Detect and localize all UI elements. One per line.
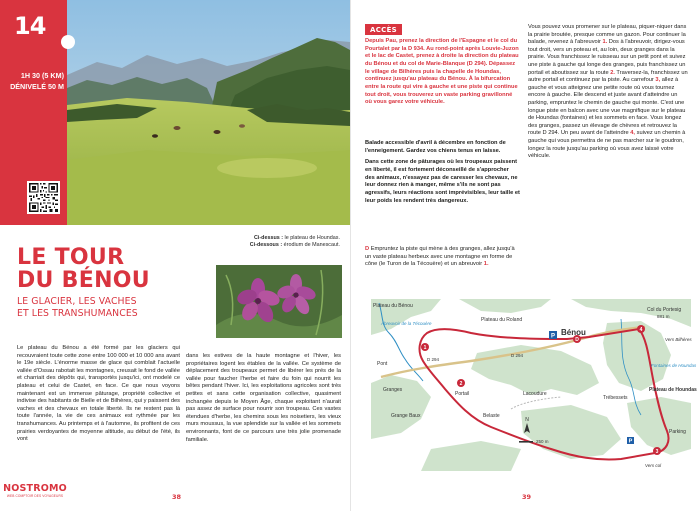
itinerary-part-e: suivez un chemin à gauche qui vous permettra de ne pas marcher sur le goudron, longez la route jusqu'au parking où vous avez laissé votre véhicule.	[528, 130, 686, 160]
marker-1: 1.	[602, 39, 608, 46]
mountain-photo	[67, 0, 350, 225]
route-number: 14	[14, 12, 46, 40]
number-notch	[61, 35, 75, 49]
info-block	[365, 140, 520, 205]
waypoint-3	[653, 447, 661, 455]
waypoint-1	[421, 343, 429, 351]
waypoint-1-label: 1	[423, 345, 427, 351]
itinerary-part-d: allez à gauche et vous atteignez une petite route où vous tournez encore à gauche. Elle descend et juste avant d'atteindre un parking, empruntez le chemin de gauche qui monte. C'est une longue piste en balcon avec une vue magnifique sur le plateau de Houndas (fontaines) et les sommets en face. Vous longez des granges, passez un élevage de chèvres et retrouvez la route D 294. Un peu avant de l'atteindre	[528, 77, 686, 137]
waypoint-3-label: 3	[655, 449, 659, 455]
label-lacoudure: Lacoudure	[523, 391, 547, 397]
caption-line-1-bold: Ci-dessus :	[253, 235, 284, 241]
label-d294-b: D 294	[511, 353, 524, 358]
start-marker-label: D	[575, 337, 579, 343]
step-start-end-marker: 1.	[483, 261, 489, 268]
page-subtitle	[17, 296, 138, 320]
marker-2: 2.	[610, 69, 615, 76]
duration-distance: 1H 30 (5 KM)	[20, 71, 64, 80]
label-col-alt: 881 m	[657, 314, 670, 319]
parking-icon-south	[627, 437, 634, 445]
label-granges: Granges	[383, 387, 403, 393]
elevation-label: DÉNIVELÉ	[10, 82, 47, 91]
label-fontaines: Fontaines de Houndas	[651, 363, 697, 368]
label-col: Col du Portesig	[647, 307, 682, 313]
label-d294: D 294	[427, 357, 440, 362]
subtitle-line-1: LE GLACIER, LES VACHES	[17, 296, 137, 307]
label-plateau-houndas: Plateau de Houndas	[649, 387, 697, 393]
marker-3: 3,	[655, 77, 661, 84]
caption-line-1	[250, 235, 340, 242]
label-plateau-benou: Plateau du Bénou	[373, 303, 413, 309]
scale-label: 250 m	[536, 439, 549, 444]
waypoint-4	[637, 325, 645, 333]
itinerary-column	[528, 24, 691, 161]
elevation	[0, 81, 64, 92]
title-line-1: LE TOUR	[17, 245, 125, 270]
route-map	[371, 299, 697, 471]
step-start-text: Empruntez la piste qui mène à des granges, allez jusqu'à un vaste plateau herbeux avec une montagne en forme de cône (le Turon de la Técouère) et un abreuvoir	[365, 246, 515, 268]
caption-line-1-text: le plateau de Houndas.	[283, 235, 340, 241]
waypoint-4-label: 4	[639, 327, 643, 333]
page-number-left: 38	[172, 493, 182, 501]
label-plateau-roland: Plateau du Roland	[481, 317, 523, 323]
caption-line-2-text: érodium de Manescaut.	[282, 242, 340, 248]
label-belaste: Belaste	[483, 413, 500, 419]
step-start-marker: D	[365, 246, 370, 252]
parking-icon-south-label: P	[628, 438, 633, 445]
body-text-column-1: Le plateau du Bénou a été formé par les glaciers qui recouvraient toute cette zone entre 100 000 et 10 000 ans avant le 19e siècle. L'énorme masse de glace qui comblait l'actuelle vallée d'Ossau rabotait les montagnes, creusait le fond de vallée et charriait des dépôts qui, transportés jusqu'ici, ont modelé ce plateau et celui de Castet, en face. Ce que nous voyons maintenant est un immense pâturage, propriété collective et indivise des habitants de Bielle et de Bilhères, qui y paissent des vaches et des chevaux en totale liberté. Ils ne restent pas là toute l'année, la vie de ces animaux est rythmée par les transhumances. Au printemps et à l'automne, ils profitent de ces prairies verdoyantes de moyenne altitude, au début de l'été, ils vont	[17, 345, 180, 443]
label-vers-col: Vers col	[645, 463, 662, 468]
brand-tagline: WEB COMPTOIR DES VOYAGEURS	[6, 494, 64, 498]
page-title	[17, 246, 150, 292]
itinerary-part-a: Vous pouvez vous promener sur le plateau, piquer-niquer dans la prairie broutée, presque comme un gazon. Pour continuer la balade, revenez à l'abreuvoir	[528, 24, 687, 46]
subtitle-line-2: ET LES TRANSHUMANCES	[17, 308, 138, 319]
access-directions: Depuis Pau, prenez la direction de l'Espagne et le col du Pourtalet par la D 934. Au rond-point après Louvie-Juzon et le lac de Castet, prenez à droite la direction du plateau du Bénou et du col de Marie-Blanque (D 294). Dépassez le village de Bilhères puis la chapelle de Houndas, continuez jusqu'au plateau du Bénou. À la bifurcation entre la route qui vire à gauche et une piste qui continue tout droit, vous trouverez un vaste parking gravillonné où vous garez votre véhicule.	[365, 38, 519, 106]
label-vers-bilheres: Vers Bilhères	[665, 337, 692, 342]
title-line-2: DU BÉNOU	[17, 268, 150, 293]
access-heading: ACCÈS	[365, 24, 402, 35]
season-info: Balade accessible d'avril à décembre en fonction de l'enneigement. Gardez vos chiens tenus en laisse.	[365, 140, 506, 154]
itinerary-part-c: Traversez-la, franchissez un autre portail et continuez par la piste. Au carrefour	[528, 69, 688, 84]
parking-icon-label: P	[550, 333, 556, 340]
itinerary-part-b: Dos à l'abreuvoir, dirigez-vous tout droit, vers un poteau et, au loin, deux granges dans la prairie. Vous franchissez le ruisseau sur un petit pont et suivez une piste à gauche qui longe des granges, puis franchissez un portail et aboutissez sur la route	[528, 39, 686, 76]
label-grange-baux: Grange Baux	[391, 413, 421, 419]
north-label: N	[525, 417, 529, 423]
label-trebessets: Trébessets	[603, 395, 628, 401]
caption-line-2	[250, 242, 340, 249]
publisher-logo	[2, 484, 68, 499]
label-benou: Bénou	[561, 328, 586, 337]
label-pont: Pont	[377, 361, 388, 367]
right-page	[350, 0, 700, 511]
page-number-right: 39	[522, 493, 532, 501]
flower-photo	[216, 265, 342, 338]
label-abreuvoir: Abreuvoir de la Técouère	[381, 321, 432, 326]
route-stats	[0, 70, 67, 92]
parking-icon	[549, 331, 557, 340]
photo-caption	[250, 235, 340, 249]
animal-warning: Dans cette zone de pâturages où les troupeaux paissent en liberté, il est fortement déconseillé de s'approcher des animaux, n'essayez pas de caresser les chevaux, ne leur donnez rien à manger, même s'ils ne sont pas agressifs, leurs réactions sont imprévisibles, leur taille et leur poids les rendent très dangereux.	[365, 159, 520, 204]
body-text-column-2: dans les estives de la haute montagne et l'hiver, les propriétaires logent les étables de la vallée. Ce système de déplacement des troupeaux permet de libérer les prés de la vallée pour faucher l'herbe et faire du foin qui nourrit les bêtes pendant l'hiver. Ici, les exploitations agricoles sont très petites et sans cette organisation collective, quasiment inchangée depuis le Moyen Âge, chaque exploitant n'aurait pas assez de surface pour nourrir son troupeau. Ces vastes étendues d'herbe, les chemins sous les noisetiers, les vieux murs moussus, la vue splendide sur la vallée et les sommets environnants, font de ce parcours une très jolie promenade familiale.	[186, 353, 341, 443]
marker-4: 4,	[630, 130, 636, 137]
caption-line-2-bold: Ci-dessous :	[249, 242, 283, 248]
brand-name: NOSTROMO	[3, 483, 67, 494]
qr-code[interactable]	[27, 181, 60, 214]
label-parking: Parking	[669, 429, 686, 435]
label-portail: Portail	[455, 391, 470, 397]
elevation-value: 50 M	[48, 82, 64, 91]
waypoint-2-label: 2	[459, 381, 463, 387]
step-start	[365, 246, 520, 269]
waypoint-2	[457, 379, 465, 387]
